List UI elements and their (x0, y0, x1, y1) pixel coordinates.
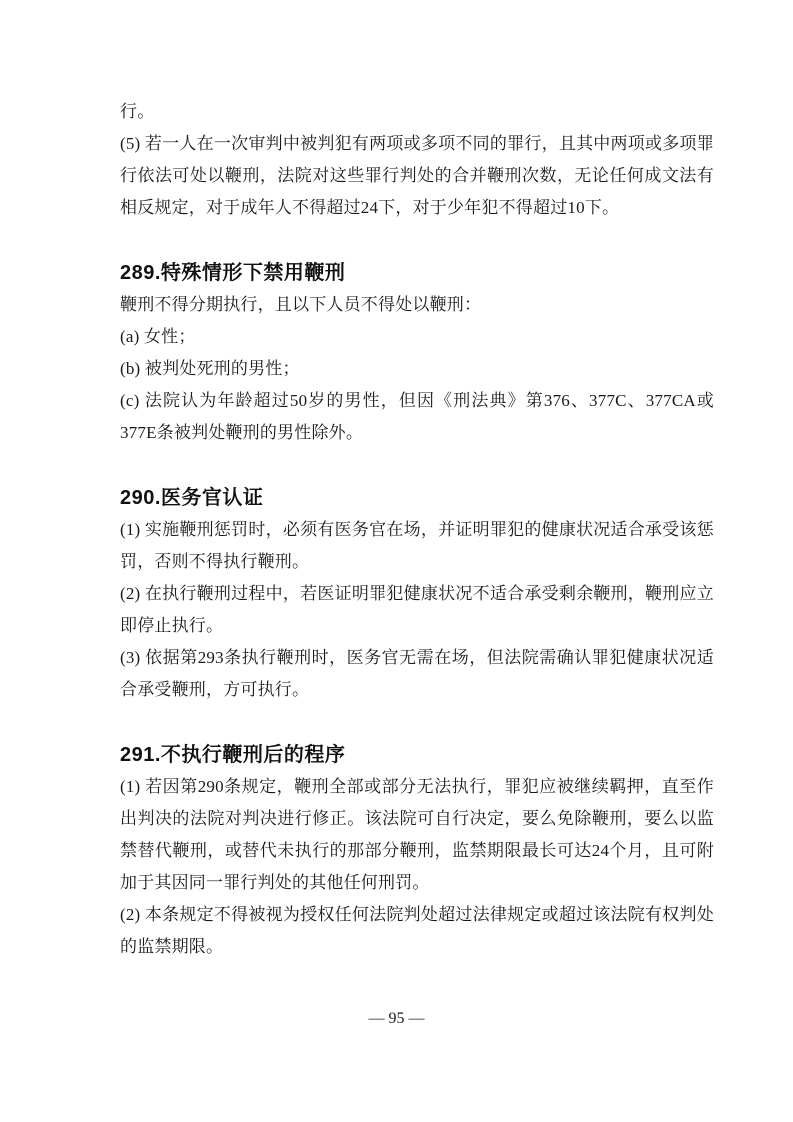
section-289-intro: 鞭刑不得分期执行，且以下人员不得处以鞭刑： (120, 295, 482, 314)
section-290-clause-1: (1) 实施鞭刑惩罚时，必须有医务官在场，并证明罪犯的健康状况适合承受该惩罚，否则不得执行鞭刑。 (120, 520, 714, 571)
paragraph-clause-5: (5) 若一人在一次审判中被判犯有两项或多项不同的罪行，且其中两项或多项罪行依法可处以鞭刑，法院对这些罪行判处的合并鞭刑次数，无论任何成文法有相反规定，对于成年人不得超过24下，对于少年犯不得超过10下。 (120, 134, 714, 217)
page-footer (0, 1010, 793, 1028)
paragraph-continuation: 行。 (120, 102, 155, 121)
section-291-clause-2: (2) 本条规定不得被视为授权任何法院判处超过法律规定或超过该法院有权判处的监禁期限。 (120, 905, 714, 956)
section-290-clause-2: (2) 在执行鞭刑过程中，若医证明罪犯健康状况不适合承受剩余鞭刑，鞭刑应立即停止执行。 (120, 584, 714, 635)
page-number: — 95 — (368, 1010, 425, 1027)
page-content (120, 96, 714, 963)
section-291-clause-1: (1) 若因第290条规定，鞭刑全部或部分无法执行，罪犯应被继续羁押，直至作出判决的法院对判决进行修正。该法院可自行决定，要么免除鞭刑，要么以监禁替代鞭刑，或替代未执行的那部分鞭刑，监禁期限最长可达24个月，且可附加于其因同一罪行判处的其他任何刑罚。 (120, 777, 714, 892)
section-289-item-b: (b) 被判处死刑的男性； (120, 359, 300, 378)
section-289-heading: 289.特殊情形下禁用鞭刑 (120, 262, 346, 284)
section-289-item-c: (c) 法院认为年龄超过50岁的男性，但因《刑法典》第376、377C、377CA或377E条被判处鞭刑的男性除外。 (120, 391, 714, 442)
section-289-item-a: (a) 女性； (120, 327, 196, 346)
section-291-heading: 291.不执行鞭刑后的程序 (120, 744, 346, 766)
section-290-heading: 290.医务官认证 (120, 487, 264, 509)
section-290-clause-3: (3) 依据第293条执行鞭刑时，医务官无需在场，但法院需确认罪犯健康状况适合承受鞭刑，方可执行。 (120, 648, 714, 699)
